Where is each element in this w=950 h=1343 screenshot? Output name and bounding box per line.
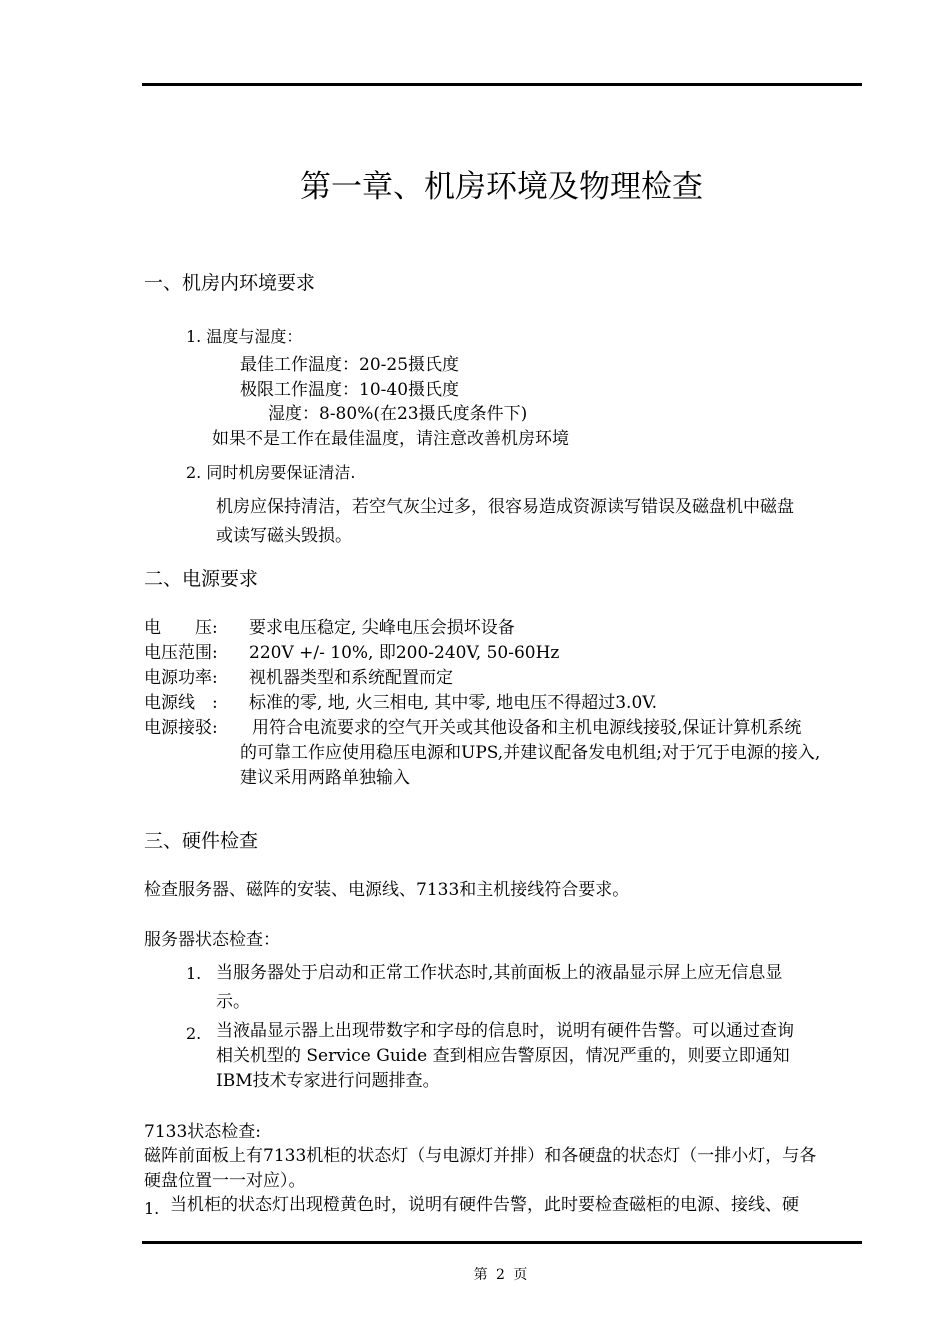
temp-humidity-label: 1. 温度与湿度： — [186, 327, 303, 346]
section2-heading: 二、电源要求 — [144, 568, 259, 590]
server-item1-line-1: 当服务器处于启动和正常工作状态时,其前面板上的液晶显示屏上应无信息显 — [216, 963, 783, 983]
server-item1-line-2: 示。 — [216, 992, 250, 1012]
page-number: 第 2 页 — [473, 1267, 530, 1283]
power-row-label: 电源接驳: — [144, 718, 218, 738]
power-connection-cont-2: 建议采用两路单独输入 — [240, 768, 410, 788]
limit-temp-text: 极限工作温度：10-40摄氏度 — [240, 380, 460, 400]
best-temp-text: 最佳工作温度：20-25摄氏度 — [240, 355, 460, 375]
array-item1-number: 1. — [144, 1199, 160, 1218]
power-row-label: 电压范围: — [144, 643, 218, 663]
power-connection-cont-1: 的可靠工作应使用稳压电源和UPS,并建议配备发电机组;对于冗于电源的接入, — [240, 743, 821, 763]
power-row-value: 220V +/- 10%, 即200-240V, 50-60Hz — [249, 643, 560, 663]
power-row-value: 视机器类型和系统配置而定 — [249, 668, 453, 688]
server-item2-line-2: 相关机型的 Service Guide 查到相应告警原因，情况严重的，则要立即通知 — [216, 1046, 790, 1066]
power-row-value: 用符合电流要求的空气开关或其他设备和主机电源线接驳,保证计算机系统 — [252, 718, 802, 738]
array-status-line-1: 磁阵前面板上有7133机柜的状态灯（与电源灯并排）和各硬盘的状态灯（一排小灯，与各 — [144, 1146, 817, 1166]
array-status-label: 7133状态检查: — [144, 1122, 261, 1142]
server-item1-number: 1. — [186, 964, 202, 983]
array-item1-text: 当机柜的状态灯出现橙黄色时，说明有硬件告警，此时要检查磁柜的电源、接线、硬 — [170, 1195, 799, 1215]
array-status-line-2: 硬盘位置一一对应）。 — [144, 1171, 306, 1191]
humidity-text: 湿度：8-80%(在23摄氏度条件下) — [268, 404, 528, 424]
hardware-intro: 检查服务器、磁阵的安装、电源线、7133和主机接线符合要求。 — [144, 880, 630, 900]
power-row-value: 标准的零, 地, 火三相电, 其中零, 地电压不得超过3.0V. — [249, 693, 657, 713]
server-item2-number: 2. — [186, 1024, 202, 1043]
section3-heading: 三、硬件检查 — [144, 830, 259, 852]
power-row-label: 电 压: — [144, 618, 218, 638]
power-row-label: 电源功率: — [144, 668, 218, 688]
bottom-rule — [142, 1241, 862, 1244]
power-row-value: 要求电压稳定, 尖峰电压会损坏设备 — [249, 618, 515, 638]
cleanliness-line-1: 机房应保持清洁，若空气灰尘过多，很容易造成资源读写错误及磁盘机中磁盘 — [216, 497, 794, 517]
cleanliness-line-2: 或读写磁头毁损。 — [216, 526, 352, 546]
server-item2-line-3: IBM技术专家进行问题排查。 — [216, 1071, 440, 1091]
cleanliness-label: 2. 同时机房要保证清洁. — [186, 463, 356, 482]
temp-note: 如果不是工作在最佳温度，请注意改善机房环境 — [212, 429, 569, 449]
top-rule — [142, 83, 862, 86]
server-item2-line-1: 当液晶显示器上出现带数字和字母的信息时，说明有硬件告警。可以通过查询 — [216, 1021, 794, 1041]
chapter-title: 第一章、机房环境及物理检查 — [300, 169, 703, 205]
power-row-label: 电源线 : — [144, 693, 218, 713]
section1-heading: 一、机房内环境要求 — [144, 272, 316, 294]
server-status-label: 服务器状态检查： — [144, 930, 280, 950]
